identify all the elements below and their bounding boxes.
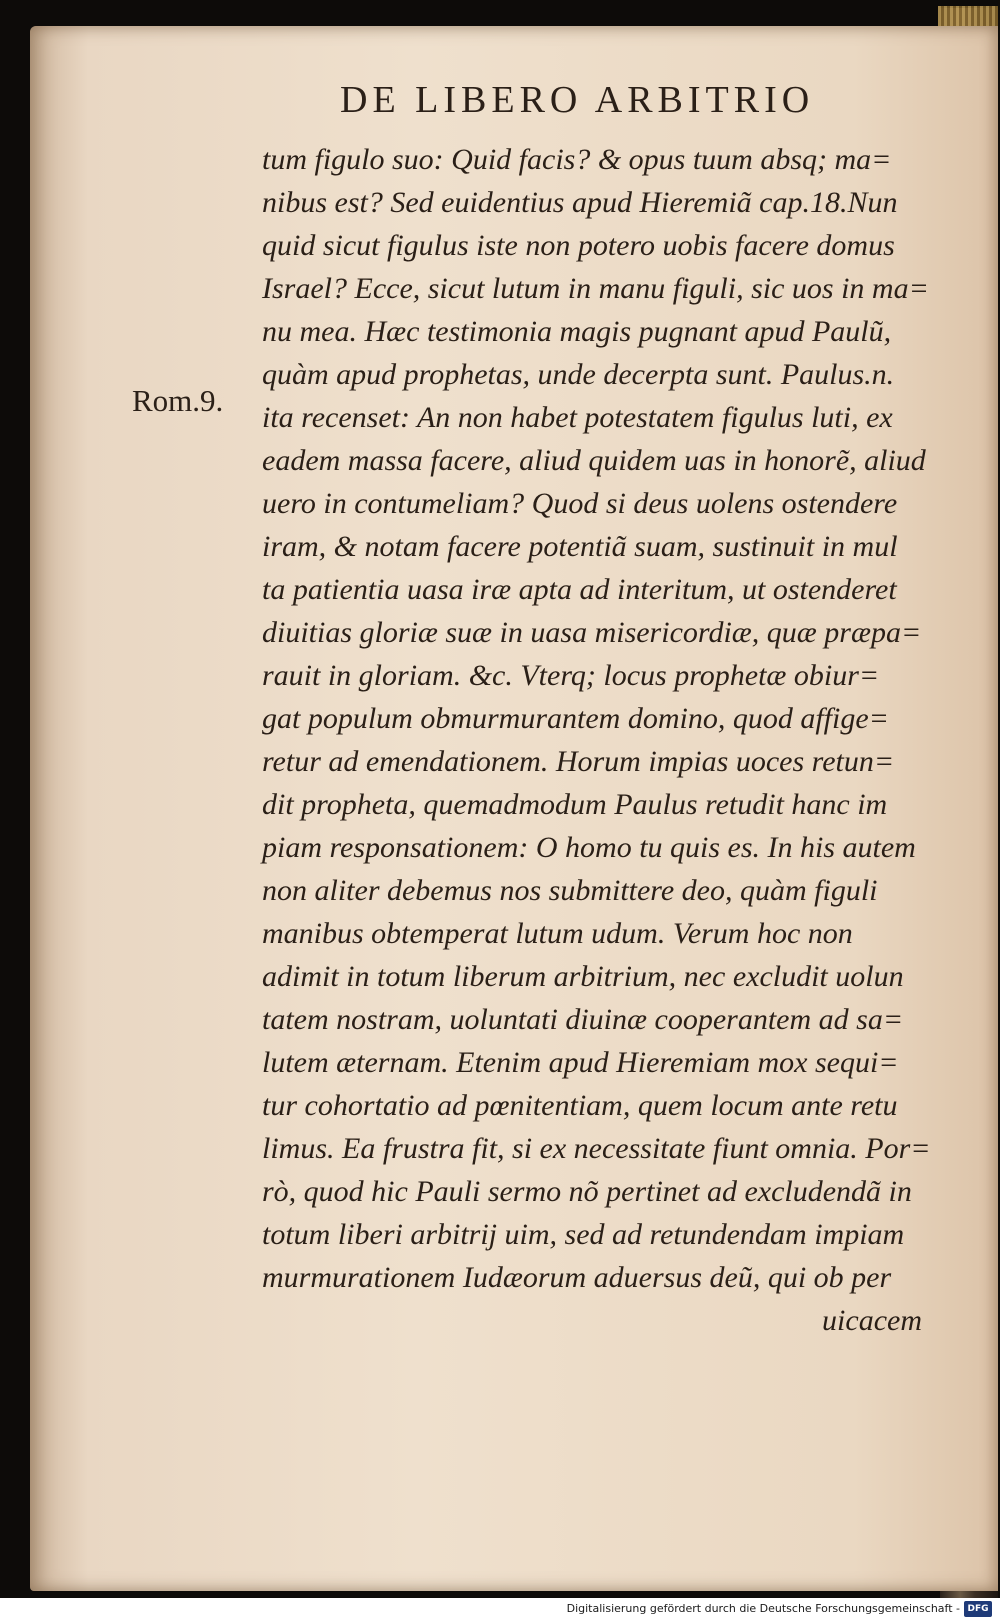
text-line: quid sicut figulus iste non potero uobis facere domus [262,229,895,262]
text-line: rauit in gloriam. &c. Vterq; locus prophetæ obiur= [262,659,880,692]
text-line: piam responsationem: O homo tu quis es. In his autem [262,831,916,864]
text-line: ita recenset: An non habet potestatem figulus luti, ex [262,401,893,434]
text-line: iram, & notam facere potentiã suam, sustinuit in mul [262,530,898,563]
text-line: tatem nostram, uoluntati diuinæ cooperantem ad sa= [262,1003,904,1036]
text-line: nibus est? Sed euidentius apud Hieremiã cap.18.Nun [262,186,898,219]
text-line: diuitias gloriæ suæ in uasa misericordiæ, quæ præpa= [262,616,922,649]
digitization-footer [0,1598,1000,1622]
text-line: eadem massa facere, aliud quidem uas in honorẽ, aliud [262,444,926,477]
body-text [262,138,952,1342]
text-line: retur ad emendationem. Horum impias uoces retun= [262,745,895,778]
text-line: tum figulo suo: Quid facis? & opus tuum absq; ma= [262,143,892,176]
text-line: quàm apud prophetas, unde decerpta sunt. Paulus.n. [262,358,895,391]
marginal-note: Rom.9. [132,383,224,418]
funding-credit: Digitalisierung gefördert durch die Deutsche Forschungsgemeinschaft - [566,1602,960,1615]
text-line: non aliter debemus nos submittere deo, quàm figuli [262,874,878,907]
text-line: adimit in totum liberum arbitrium, nec excludit uolun [262,960,904,993]
book-gilt-edge [938,6,998,28]
text-line: ta patientia uasa iræ apta ad interitum, ut ostenderet [262,573,897,606]
text-line: rò, quod hic Pauli sermo nõ pertinet ad excludendã in [262,1175,912,1208]
text-line: murmurationem Iudæorum aduersus deũ, qui ob per [262,1261,892,1294]
text-line: lutem æternam. Etenim apud Hieremiam mox sequi= [262,1046,899,1079]
running-head: DE LIBERO ARBITRIO [340,79,815,121]
text-line: totum liberi arbitrij uim, sed ad retundendam impiam [262,1218,905,1251]
text-line: tur cohortatio ad pœnitentiam, quem locum ante retu [262,1089,898,1122]
dfg-logo-icon: DFG [964,1601,992,1617]
catchword: uicacem [822,1304,922,1337]
text-line: dit propheta, quemadmodum Paulus retudit hanc im [262,788,888,821]
text-line: nu mea. Hæc testimonia magis pugnant apud Paulũ, [262,315,892,348]
text-line: limus. Ea frustra fit, si ex necessitate fiunt omnia. Por= [262,1132,931,1165]
text-line: gat populum obmurmurantem domino, quod affige= [262,702,889,735]
text-line: Israel? Ecce, sicut lutum in manu figuli, sic uos in ma= [262,272,929,305]
text-line: manibus obtemperat lutum udum. Verum hoc non [262,917,853,950]
text-line: uero in contumeliam? Quod si deus uolens ostendere [262,487,898,520]
